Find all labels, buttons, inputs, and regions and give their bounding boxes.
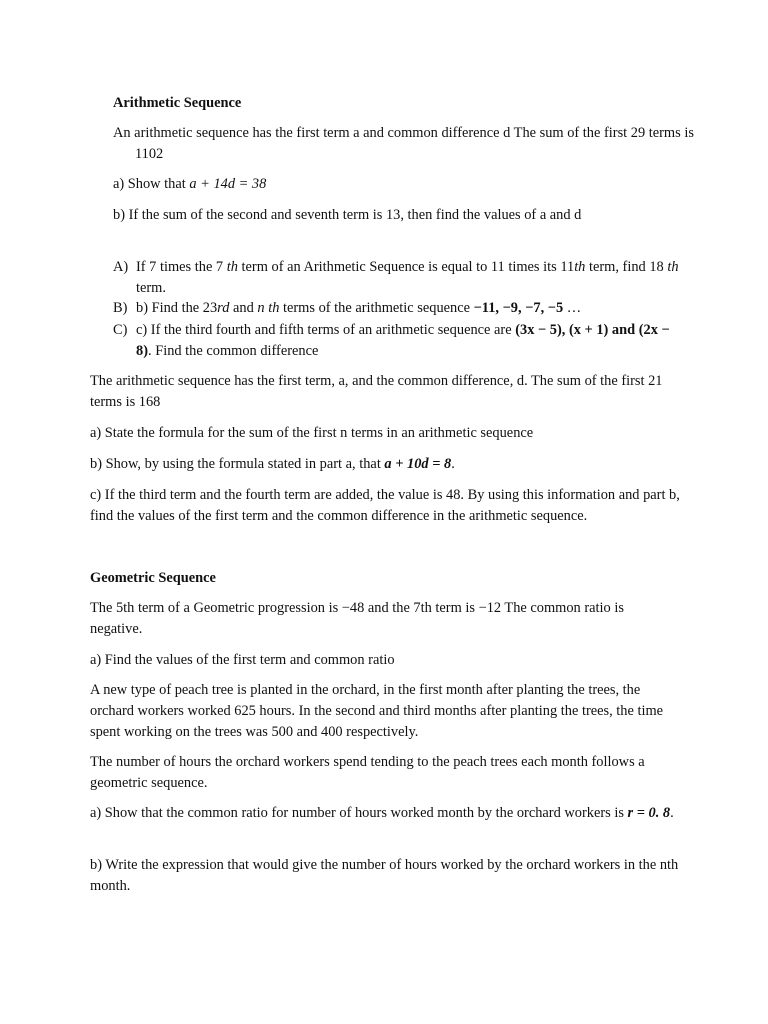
geometric-paragraph-3: The number of hours the orchard workers spend tending to the peach trees each month follows a geometric sequence. <box>90 754 645 791</box>
geometric-question-2b: b) Write the expression that would give the number of hours worked by the orchard workers in the nth month. <box>90 857 679 894</box>
list-item <box>113 257 683 299</box>
question-text: a) Show that <box>113 176 190 192</box>
question-text: b) Show, by using the formula stated in part a, that <box>90 456 385 472</box>
question-text: a) Show that the common ratio for number of hours worked month by the orchard workers is <box>90 805 628 821</box>
list-item <box>113 320 683 362</box>
arithmetic-question-2a: a) State the formula for the sum of the first n terms in an arithmetic sequence <box>90 425 534 441</box>
geometric-question-2a: a) Show that the common ratio for number of hours worked month by the orchard workers is r = 0. 8. <box>90 805 674 821</box>
list-item-text: c) If the third fourth and fifth terms of an arithmetic sequence are (3x − 5), (x + 1) and (2x − 8). Find the common difference <box>136 322 670 359</box>
math-expression: r = 0. 8 <box>627 805 671 821</box>
list-item <box>113 298 683 319</box>
arithmetic-paragraph-2: The arithmetic sequence has the first term, a, and the common difference, d. The sum of the first 21 terms is 168 <box>90 373 663 410</box>
list-marker: C) <box>113 322 128 338</box>
list-marker: A) <box>113 259 129 275</box>
list-item-text: If 7 times the 7 th term of an Arithmetic Sequence is equal to 11 times its 11th term, find 18 th term. <box>136 259 679 296</box>
arithmetic-heading: Arithmetic Sequence <box>113 95 242 111</box>
math-expression: a + 14d = 38 <box>189 176 267 192</box>
arithmetic-question-a <box>113 174 673 195</box>
list-item-text: b) Find the 23rd and n th terms of the arithmetic sequence −11, −9, −7, −5 … <box>136 300 582 316</box>
geometric-heading: Geometric Sequence <box>90 570 216 586</box>
arithmetic-question-2c: c) If the third term and the fourth term are added, the value is 48. By using this information and part b, find the values of the first term and the common difference in the arithmetic sequence. <box>90 487 680 524</box>
arithmetic-intro: An arithmetic sequence has the first term a and common difference d The sum of the first 29 terms is 1102 <box>113 125 694 162</box>
geometric-paragraph-2: A new type of peach tree is planted in the orchard, in the first month after planting the trees, the orchard workers worked 625 hours. In the second and third months after planting the trees, the time spent working on the trees was 500 and 400 respectively. <box>90 682 664 740</box>
geometric-question-a: a) Find the values of the first term and common ratio <box>90 652 395 668</box>
arithmetic-question-2b: b) Show, by using the formula stated in part a, that a + 10d = 8. <box>90 456 455 472</box>
list-marker: B) <box>113 300 128 316</box>
arithmetic-question-b: b) If the sum of the second and seventh term is 13, then find the values of a and d <box>113 207 582 223</box>
math-expression: a + 10d = 8 <box>384 456 452 472</box>
geometric-intro: The 5th term of a Geometric progression is −48 and the 7th term is −12 The common ratio is negative. <box>90 600 624 637</box>
